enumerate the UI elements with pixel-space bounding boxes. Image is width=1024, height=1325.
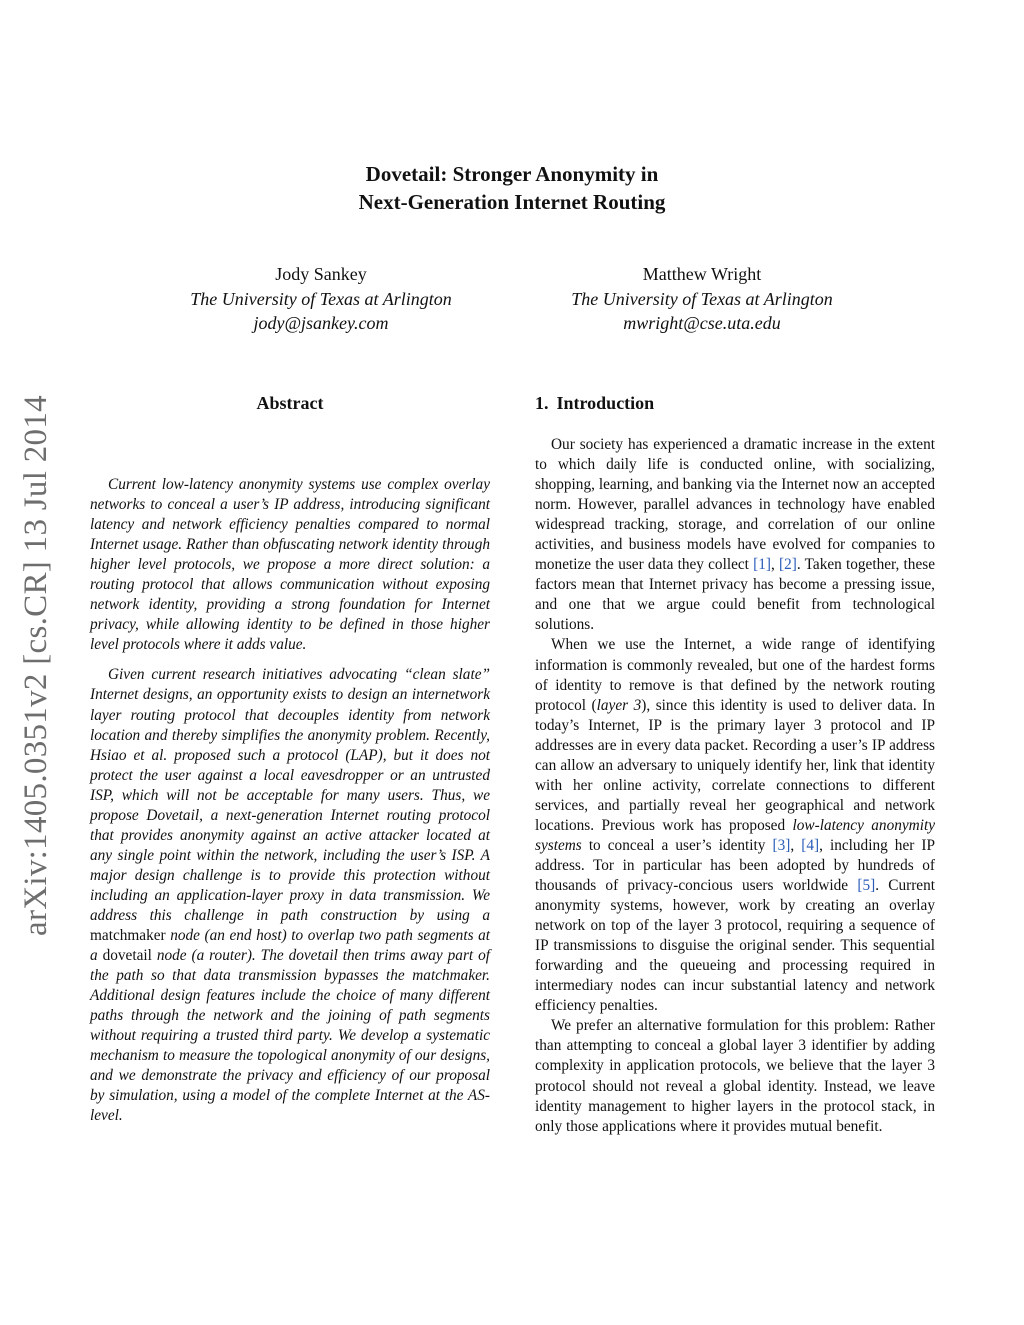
citation-link[interactable]: [5] xyxy=(857,877,876,895)
abstract-paragraph-1: Current low-latency anonymity systems use complex overlay networks to conceal a user’s IP address, introducing significant latency and network efficiency penalties compared to normal Internet usage. Rather than obfuscating network identity through higher level protocols, we propose a more direct solution: a routing protocol that allows communication without exposing network identity, providing a strong foundation for Internet privacy, while allowing identity to be defined in those higher level protocols where it adds value. xyxy=(90,476,490,654)
intro-text: . Current anonymity systems, however, work by creating an overlay network on top of the layer 3 protocol, requiring a sequence of IP transmissions to disguise the original sender. This sequential forwarding and the queueing and processing required in intermediary nodes can incur substantial latency and network efficiency penalties. xyxy=(535,877,935,1015)
citation-link[interactable]: [4] xyxy=(801,836,820,854)
intro-text: . Taken together, these factors mean that Internet privacy has become a pressing issue, and one that we argue could benefit from technological solutions. xyxy=(535,556,935,634)
citation-link[interactable]: [3] xyxy=(772,836,791,854)
intro-paragraph-2 xyxy=(535,635,935,1016)
title-line-2: Next-Generation Internet Routing xyxy=(358,190,666,214)
author-block-1 xyxy=(141,262,501,336)
section-number: 1. xyxy=(535,393,549,413)
intro-text: Our society has experienced a dramatic increase in the extent to which daily life is conducted online, with socializing, shopping, learning, and banking via the Internet now an accepted norm. However, parallel advances in technology have enabled widespread tracking, storage, and correlation of our online activities, and business models have evolved for companies to monetize the user data they collect xyxy=(535,436,935,574)
section-title: Introduction xyxy=(556,393,655,413)
introduction-body xyxy=(535,435,935,1137)
abstract-heading: Abstract xyxy=(256,393,324,413)
intro-text: , xyxy=(790,836,795,854)
author-email: jody@jsankey.com xyxy=(253,313,389,333)
intro-text: When we use the Internet, a wide range of identifying information is commonly revealed, but one of the hardest forms of identity to remove is that defined by the network routing protocol ( xyxy=(535,636,935,714)
abstract-text: node (a router). The dovetail then trims away part of the path so that data transmission bypasses the matchmaker. Additional design features include the choice of many different paths through the network and the joining of path segments without requiring a trusted third party. We develop a systematic mechanism to measure the topological anonymity of our designs, and we demonstrate the privacy and efficiency of our proposal by simulation, using a model of the complete Internet at the AS-level. xyxy=(90,947,490,1125)
intro-paragraph-3: We prefer an alternative formulation for this problem: Rather than attempting to conceal a global layer 3 identifier by adding complexity in application protocols, we believe that the layer 3 protocol should not reveal a global identity. Instead, we leave identity management to higher layers in the protocol stack, in only those applications where it provides mutual benefit. xyxy=(535,1017,935,1135)
author-name: Matthew Wright xyxy=(642,264,762,284)
abstract-text: Given current research initiatives advocating “clean slate” Internet designs, an opportunity exists to design an internetwork layer routing protocol that decouples identity from network location and thereby simplifies the anonymity problem. Recently, Hsiao et al. proposed such a protocol (LAP), but it does not protect the user against a local eavesdropper or an untrusted ISP, which will not be acceptable for many users. Thus, we propose Dovetail, a next-generation Internet routing protocol that provides anonymity against an active attacker located at any single point within the network, including the user’s ISP. A major design challenge is to provide this protection without including an application-layer proxy in data transmission. We address this challenge in path construction by using a xyxy=(90,666,490,924)
abstract-body xyxy=(90,475,490,1137)
title-line-1: Dovetail: Stronger Anonymity in xyxy=(365,162,659,186)
intro-text: , including her IP address. Tor in particular has been adopted by hundreds of thousands of privacy-concious users worldwide xyxy=(535,836,935,895)
intro-text: to conceal a user’s identity xyxy=(588,836,766,854)
intro-paragraph-1 xyxy=(535,435,935,635)
author-email: mwright@cse.uta.edu xyxy=(623,313,781,333)
author-name: Jody Sankey xyxy=(275,264,367,284)
paper-title xyxy=(0,160,1024,216)
intro-text: ), since this identity is used to deliver data. In today’s Internet, IP is the primary layer 3 protocol and IP addresses are in every data packet. Recording a user’s IP address can allow an adversary to uniquely identify her, link that identity with her online activity, correlate connections to different services, and partially reveal her geographical and network locations. Previous work has proposed xyxy=(535,696,935,834)
citation-link[interactable]: [2] xyxy=(779,556,797,574)
author-affiliation: The University of Texas at Arlington xyxy=(190,288,452,309)
author-affiliation: The University of Texas at Arlington xyxy=(571,288,833,309)
arxiv-identifier: arXiv:1405.0351v2 [cs.CR] 13 Jul 2014 xyxy=(17,394,54,936)
introduction-heading xyxy=(535,393,935,414)
intro-text: , xyxy=(770,556,775,574)
term-dovetail: dovetail xyxy=(102,947,152,965)
term-low-latency: low-latency anonymity systems xyxy=(535,816,935,854)
abstract-text: node (an end host) to overlap two path segments at a xyxy=(90,927,491,965)
abstract-paragraph-2 xyxy=(90,665,490,1126)
term-matchmaker: matchmaker xyxy=(90,927,166,945)
arxiv-stamp xyxy=(6,370,66,960)
term-layer-3: layer 3 xyxy=(596,696,642,714)
author-block-2 xyxy=(522,262,882,336)
citation-link[interactable]: [1] xyxy=(753,556,771,574)
